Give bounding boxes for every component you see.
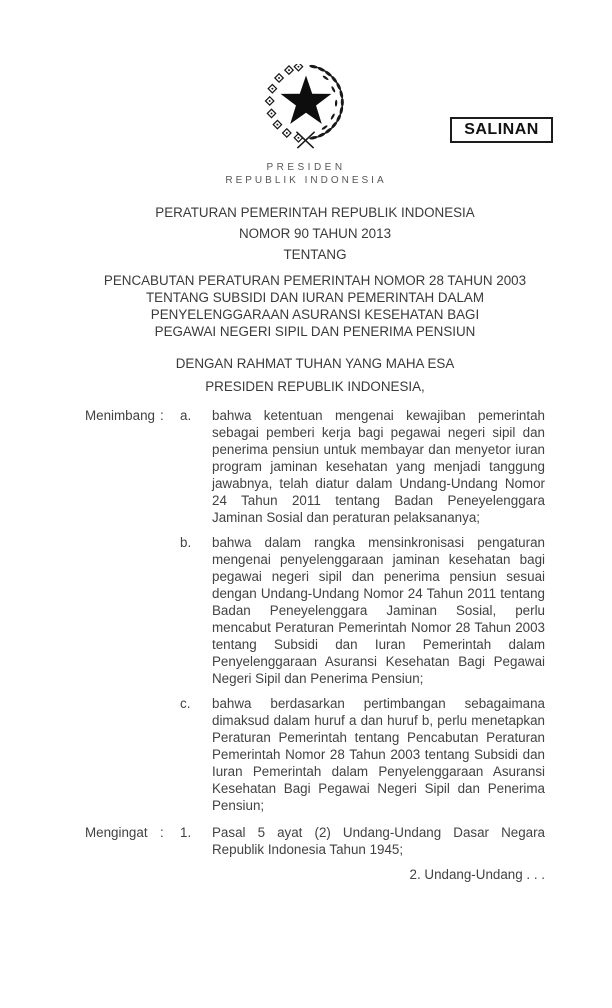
salinan-stamp-label: SALINAN — [464, 121, 539, 138]
clauses — [85, 407, 545, 858]
national-emblem-icon — [258, 64, 354, 150]
title-subject-line: PENYELENGGARAAN ASURANSI KESEHATAN BAGI — [150, 307, 480, 322]
title-subject-line: TENTANG SUBSIDI DAN IURAN PEMERINTAH DALAM — [145, 290, 485, 305]
preamble — [85, 352, 545, 398]
list-marker: a. — [180, 408, 192, 423]
title-subject-line: PEGAWAI NEGERI SIPIL DAN PENERIMA PENSIUN — [154, 324, 476, 339]
menimbang-section — [85, 407, 545, 822]
letterhead — [0, 162, 612, 187]
mengingat-section — [85, 824, 545, 858]
clause-text: bahwa ketentuan mengenai kewajiban pemerintah sebagai pemberi kerja bagi pegawai negeri sipil dan penerima pensiun untuk membayar dan menyetor iuran program jaminan kesehatan yang menjadi tanggung jawabnya, telah diatur dalam Undang-Undang Nomor 24 Tahun 2011 tentang Badan Peneyelenggara Jaminan Sosial dan peraturan pelaksananya; — [212, 408, 545, 525]
clause-text: Pasal 5 ayat (2) Undang-Undang Dasar Negara Republik Indonesia Tahun 1945; — [212, 825, 545, 857]
list-marker: c. — [180, 696, 191, 711]
title-subject-line: PENCABUTAN PERATURAN PEMERINTAH NOMOR 28 TAHUN 2003 — [103, 273, 527, 288]
menimbang-item-c — [180, 695, 545, 814]
menimbang-item-b — [180, 534, 545, 687]
letterhead-republik-indonesia: REPUBLIK INDONESIA — [225, 175, 387, 186]
title-subject — [85, 272, 545, 340]
clause-text: bahwa dalam rangka mensinkronisasi pengaturan mengenai penyelenggaraan jaminan kesehatan bagi pegawai negeri sipil dan penerima pensiun sesuai dengan Undang-Undang Nomor 24 Tahun 2011 tentang Badan Peneyelenggara Jaminan Sosial, perlu mencabut Peraturan Pemerintah Nomor 28 Tahun 2003 tentang Subsidi dan Iuran Pemerintah dalam Penyelenggaraan Asuransi Kesehatan Bagi Pegawai Negeri Sipil dan Penerima Pensiun; — [212, 535, 545, 686]
title-line-number: NOMOR 90 TAHUN 2013 — [238, 226, 392, 241]
mengingat-item-1 — [180, 824, 545, 858]
document-body — [0, 202, 612, 858]
list-marker: 1. — [180, 825, 192, 840]
mengingat-label: Mengingat — [85, 825, 148, 840]
clause-text: bahwa berdasarkan pertimbangan sebagaimana dimaksud dalam huruf a dan huruf b, perlu menetapkan Peraturan Pemerintah tentang Pencabutan Peraturan Pemerintah Nomor 28 Tahun 2003 tentang Subsidi dan Iuran Pemerintah dalam Penyelenggaraan Asuransi Kesehatan Bagi Pegawai Negeri Sipil dan Penerima Pensiun; — [212, 696, 545, 813]
menimbang-colon: : — [160, 408, 164, 423]
title-line-regulation: PERATURAN PEMERINTAH REPUBLIK INDONESIA — [155, 205, 475, 220]
menimbang-item-a — [180, 407, 545, 526]
letterhead-presiden: PRESIDEN — [266, 162, 346, 173]
star-icon — [281, 75, 332, 123]
menimbang-label: Menimbang — [85, 408, 155, 423]
list-marker: b. — [180, 535, 192, 550]
mengingat-colon: : — [160, 825, 164, 840]
title-block — [85, 202, 545, 340]
catchword: 2. Undang-Undang . . . — [409, 867, 545, 882]
salinan-stamp — [450, 117, 553, 143]
title-line-tentang: TENTANG — [283, 247, 347, 262]
invocation-line: DENGAN RAHMAT TUHAN YANG MAHA ESA — [175, 356, 455, 371]
authority-line: PRESIDEN REPUBLIK INDONESIA, — [205, 379, 425, 394]
